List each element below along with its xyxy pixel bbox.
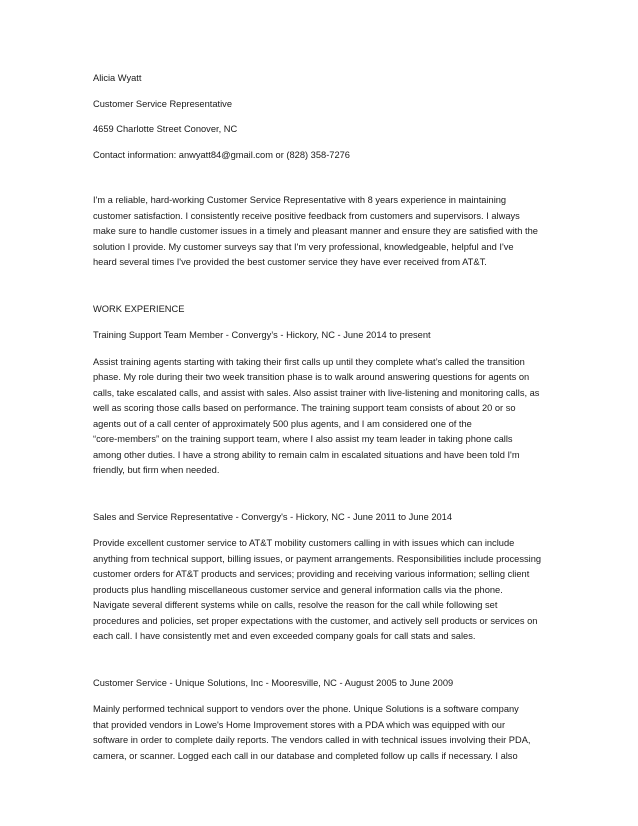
job-description-line: Provide excellent customer service to AT&T mobility customers calling in with issues which can include xyxy=(93,538,515,548)
summary-line: I'm a reliable, hard-working Customer Service Representative with 8 years experience in maintaining xyxy=(93,195,507,205)
job-description-line: Mainly performed technical support to vendors over the phone. Unique Solutions is a software company xyxy=(93,704,519,714)
summary-line: make sure to handle customer issues in a timely and pleasant manner and ensure they are satisfied with the xyxy=(93,226,538,236)
job-description xyxy=(93,536,551,645)
spacer xyxy=(93,317,551,328)
spacer xyxy=(93,163,551,193)
applicant-title: Customer Service Representative xyxy=(93,98,232,109)
summary-line: heard several times I've provided the best customer service they have ever received from AT&T. xyxy=(93,257,487,267)
job-description-line: products plus handling miscellaneous customer service and general information calls via the phone. xyxy=(93,584,503,595)
job-description-line: Assist training agents starting with taking their first calls up until they complete what’s called the transition xyxy=(93,356,525,367)
spacer xyxy=(93,344,551,355)
job-description xyxy=(93,355,551,479)
applicant-address: 4659 Charlotte Street Conover, NC xyxy=(93,124,238,134)
spacer xyxy=(93,525,551,536)
job-description-line: Navigate several different systems while on calls, resolve the reason for the call while following set xyxy=(93,600,498,610)
work-experience-heading: WORK EXPERIENCE xyxy=(93,303,185,314)
job-title: Sales and Service Representative - Convergy's - Hickory, NC - June 2011 to June 2014 xyxy=(93,511,453,522)
spacer xyxy=(93,645,551,676)
job-description xyxy=(93,702,551,764)
job-description-line: camera, or scanner. Logged each call in our database and completed follow up calls if necessary. I also xyxy=(93,750,518,761)
spacer xyxy=(93,479,551,510)
job-description-line: phase. My role during their two week transition phase is to walk around answering questions for agents on xyxy=(93,372,530,382)
job-description-line: that provided vendors in Lowe's Home Improvement stores with a PDA which was equipped with our xyxy=(93,719,506,730)
job-title: Training Support Team Member - Convergy’s - Hickory, NC - June 2014 to present xyxy=(93,330,431,340)
job-description-line: friendly, but firm when needed. xyxy=(93,465,220,475)
job-description-line: customer orders for AT&T products and services; providing and receiving various information; selling client xyxy=(93,569,530,579)
applicant-contact: Contact information: anwyatt84@gmail.com or (828) 358-7276 xyxy=(93,149,350,160)
job-description-line: among other duties. I have a strong ability to remain calm in escalated situations and have been told I'm xyxy=(93,449,520,460)
applicant-name: Alicia Wyatt xyxy=(93,73,142,83)
job-title: Customer Service - Unique Solutions, Inc - Mooresville, NC - August 2005 to June 2009 xyxy=(93,677,454,688)
job-description-line: anything from technical support, billing issues, or payment arrangements. Responsibilities include processing xyxy=(93,553,542,564)
spacer xyxy=(93,271,551,302)
summary-line: customer satisfaction. I consistently receive positive feedback from customers and supervisors. I always xyxy=(93,210,520,221)
job-description-line: well as scoring those calls based on performance. The training support team consists of about 20 or so xyxy=(93,403,516,413)
job-description-line: “core-members” on the training support team, where I also assist my team leader in taking phone calls xyxy=(93,434,513,444)
job-description-line: procedures and policies, set proper expectations with the customer, and actively sell products or services on xyxy=(93,615,538,626)
job-description-line: software in order to complete daily reports. The vendors called in with technical issues involving their PDA, xyxy=(93,735,531,745)
summary-paragraph xyxy=(93,193,551,271)
job-description-line: agents out of a call center of approximately 500 plus agents, and I am considered one of the xyxy=(93,418,472,429)
job-description-line: each call. I have consistently met and even exceeded company goals for call stats and sales. xyxy=(93,631,476,641)
spacer xyxy=(93,691,551,702)
resume-content xyxy=(93,71,551,764)
job-description-line: calls, take escalated calls, and assist with sales. Also assist trainer with live-listening and monitoring calls, as xyxy=(93,387,540,398)
summary-line: solution I provide. My customer surveys say that I'm very professional, knowledgeable, helpful and I've xyxy=(93,241,514,252)
